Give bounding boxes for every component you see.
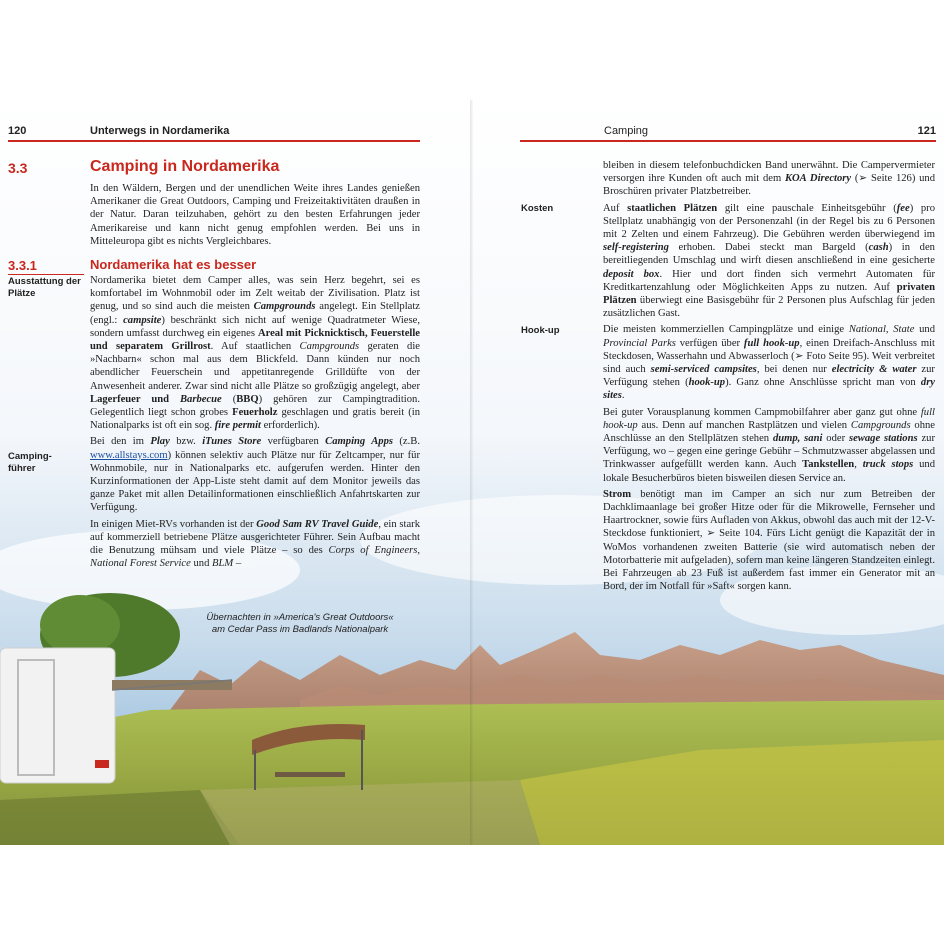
paragraph-strom: Strom benötigt man im Camper an sich nur zum Betreiben der Dachklimaanlage bei großer Hitze oder für die Mikrowelle, Fernseher und Haartrockner, sowie fürs Aufladen von Akkus, obwohl das auch mit der 12-V-Steckdose funktioniert, ➢ Seite 104. Fürs Licht genügt die Kapazität der in WoMos vorhandenen zweiten Batterie (sie wird automatisch neben der Motorbatterie mit aufgeladen), sofern man keine längeren Standzeiten einlegt. Bei Fahrzeugen ab 23 Fuß ist außerdem fast immer ein Generator mit an Bord, der im Notfall für »Saft« sorgen kann. [603,488,935,593]
right-page-number: 121 [917,125,936,137]
margin-label-ausstattung: Ausstattung der Plätze [8,276,81,299]
right-running-title: Camping [604,125,649,137]
margin-label-kosten: Kosten [521,203,554,214]
left-body-text [90,274,420,570]
right-running-head [520,125,936,142]
paragraph-ausstattung: Nordamerika bietet dem Camper alles, was sein Herz begehrt, sei es komfortabel im Wohnmobil oder im Zelt weitab der Zivilisation. Platz ist genug, und so sind auch die meisten Campgrounds angelegt. Ein Stellplatz (engl.: campsite) beschränkt sich nicht auf wenige Quadratmeter Wiese, sondern umfasst durchweg ein eigenes Areal mit Picknicktisch, Feuerstelle und separatem Grillrost. Auf staatlichen Campgrounds geraten die »Nachbarn« schon mal aus dem Blickfeld. Dann künden nur noch abendlicher Feuerschein und appetitanregende Grilldüfte von der Anwesenheit anderer. Zwar sind nicht alle Plätze so großzügig angelegt, aber Lagerfeuer und Barbecue (BBQ) gehören zur Campingtradition. Gelegentlich liegt schon grobes Feuerholz geschlagen und gratis bereit (in Nationalparks ist oft ein sog. fire permit erforderlich). [90,275,421,432]
margin-label-camping-fuehrer: Camping-führer [8,451,52,474]
right-body-text [603,159,935,594]
paragraph-continued: bleiben in diesem telefonbuchdicken Band unerwähnt. Die Campervermieter versorgen ihre Kunden oft auch mit dem KOA Directory (➢ Seite 126) und Broschüren privater Platzbetreiber. [603,160,935,198]
intro-paragraph: In den Wäldern, Bergen und der unendlichen Weite ihres Landes genießen Amerikaner die Great Outdoors, Camping und Freizeitaktivitäten draußen in der Natur. Daran teilzuhaben, gehört zu den besten Erfahrungen jeder Amerikareise und kann nicht genug empfohlen werden. Bei uns in Mitteleuropa gibt es nichts Vergleichbares. [90,183,420,247]
photo-caption: Übernachten in »America's Great Outdoors« am Cedar Pass im Badlands Nationalpark [206,612,394,635]
margin-label-hookup: Hook-up [521,325,560,336]
paragraph-rv-guide: In einigen Miet-RVs vorhanden ist der Good Sam RV Travel Guide, ein stark auf kommerziell betriebene Plätze ausgerichteter Führer. Sein Aufbau macht die Benutzung mühsam und viele Plätze – so des Corps of Engineers, National Forest Service und BLM – [90,518,420,570]
paragraph-camping-fuehrer: Bei den im Play bzw. iTunes Store verfügbaren Camping Apps (z.B. www.allstays.com) können selektiv auch Plätze nur für Zeltcamper, nur für Wohnmobile, nur in Nationalparks etc. aufgerufen werden. Hinter den Kurzinformationen der App-Liste steht damit auf dem Monitor jeweils das ganze Paket mit allen Detailinformationen einschließlich Anfahrtskarten zur Verfügung. [90,436,420,514]
left-running-title: Unterwegs in Nordamerika [90,125,230,137]
book-spread [0,100,944,845]
section-number: 3.3 [8,160,28,176]
left-running-head [8,125,420,142]
left-page-number: 120 [8,125,27,137]
paragraph-kosten: Auf staatlichen Plätzen gilt eine pauschale Einheitsgebühr (fee) pro Stellplatz unabhängig von der Personenzahl (in der Regel bis zu 6 Personen mit 2 Zelten und einem Fahrzeug). Die Gebühren werden überwiegend im self-registering erhoben. Dabei steckt man Bargeld (cash) in den bereitliegenden Umschlag und wirft diesen anschließend in eine gesicherte deposit box. Hier und dort finden sich vermehrt Automaten für Kreditkartenzahlung oder Möglichkeiten Apps zu nutzen. Auf privaten Plätzen überwiegt eine Basisgebühr für 2 Personen plus Aufschlag für jeden zusätzlichen Gast. [603,202,936,320]
allstays-link[interactable]: www.allstays.com [90,449,168,461]
paragraph-dump-station: Bei guter Vorausplanung kommen Campmobilfahrer aber ganz gut ohne full hook-up aus. Denn auf manchen Rastplätzen und vielen Campgrounds ohne Anschlüsse an den Stellplätzen stehen dump, sani oder sewage stations zur Verfügung, wo – gegen eine geringe Gebühr – Schmutzwasser abgelassen und Trinkwasser aufgefüllt werden kann. Auch Tankstellen, truck stops und lokale Besucherbüros bieten bisweilen diesen Service an. [603,406,936,484]
subsection-title: Nordamerika hat es besser [90,257,257,272]
subsection-number: 3.3.1 [8,258,84,275]
section-title: Camping in Nordamerika [90,158,280,175]
page-gutter [470,100,473,845]
paragraph-hookup: Die meisten kommerziellen Campingplätze und einige National, State und Provincial Parks verfügen über full hook-up, einen Dreifach-Anschluss mit Steckdosen, Wasserhahn und Abwasserloch (➢ Foto Seite 95). Weit verbreitet sind auch semi-serviced campsites, bei denen nur electricity & water zur Verfügung stehen (hook-up). Ganz ohne Anschlüsse spricht man von dry sites. [603,324,936,402]
